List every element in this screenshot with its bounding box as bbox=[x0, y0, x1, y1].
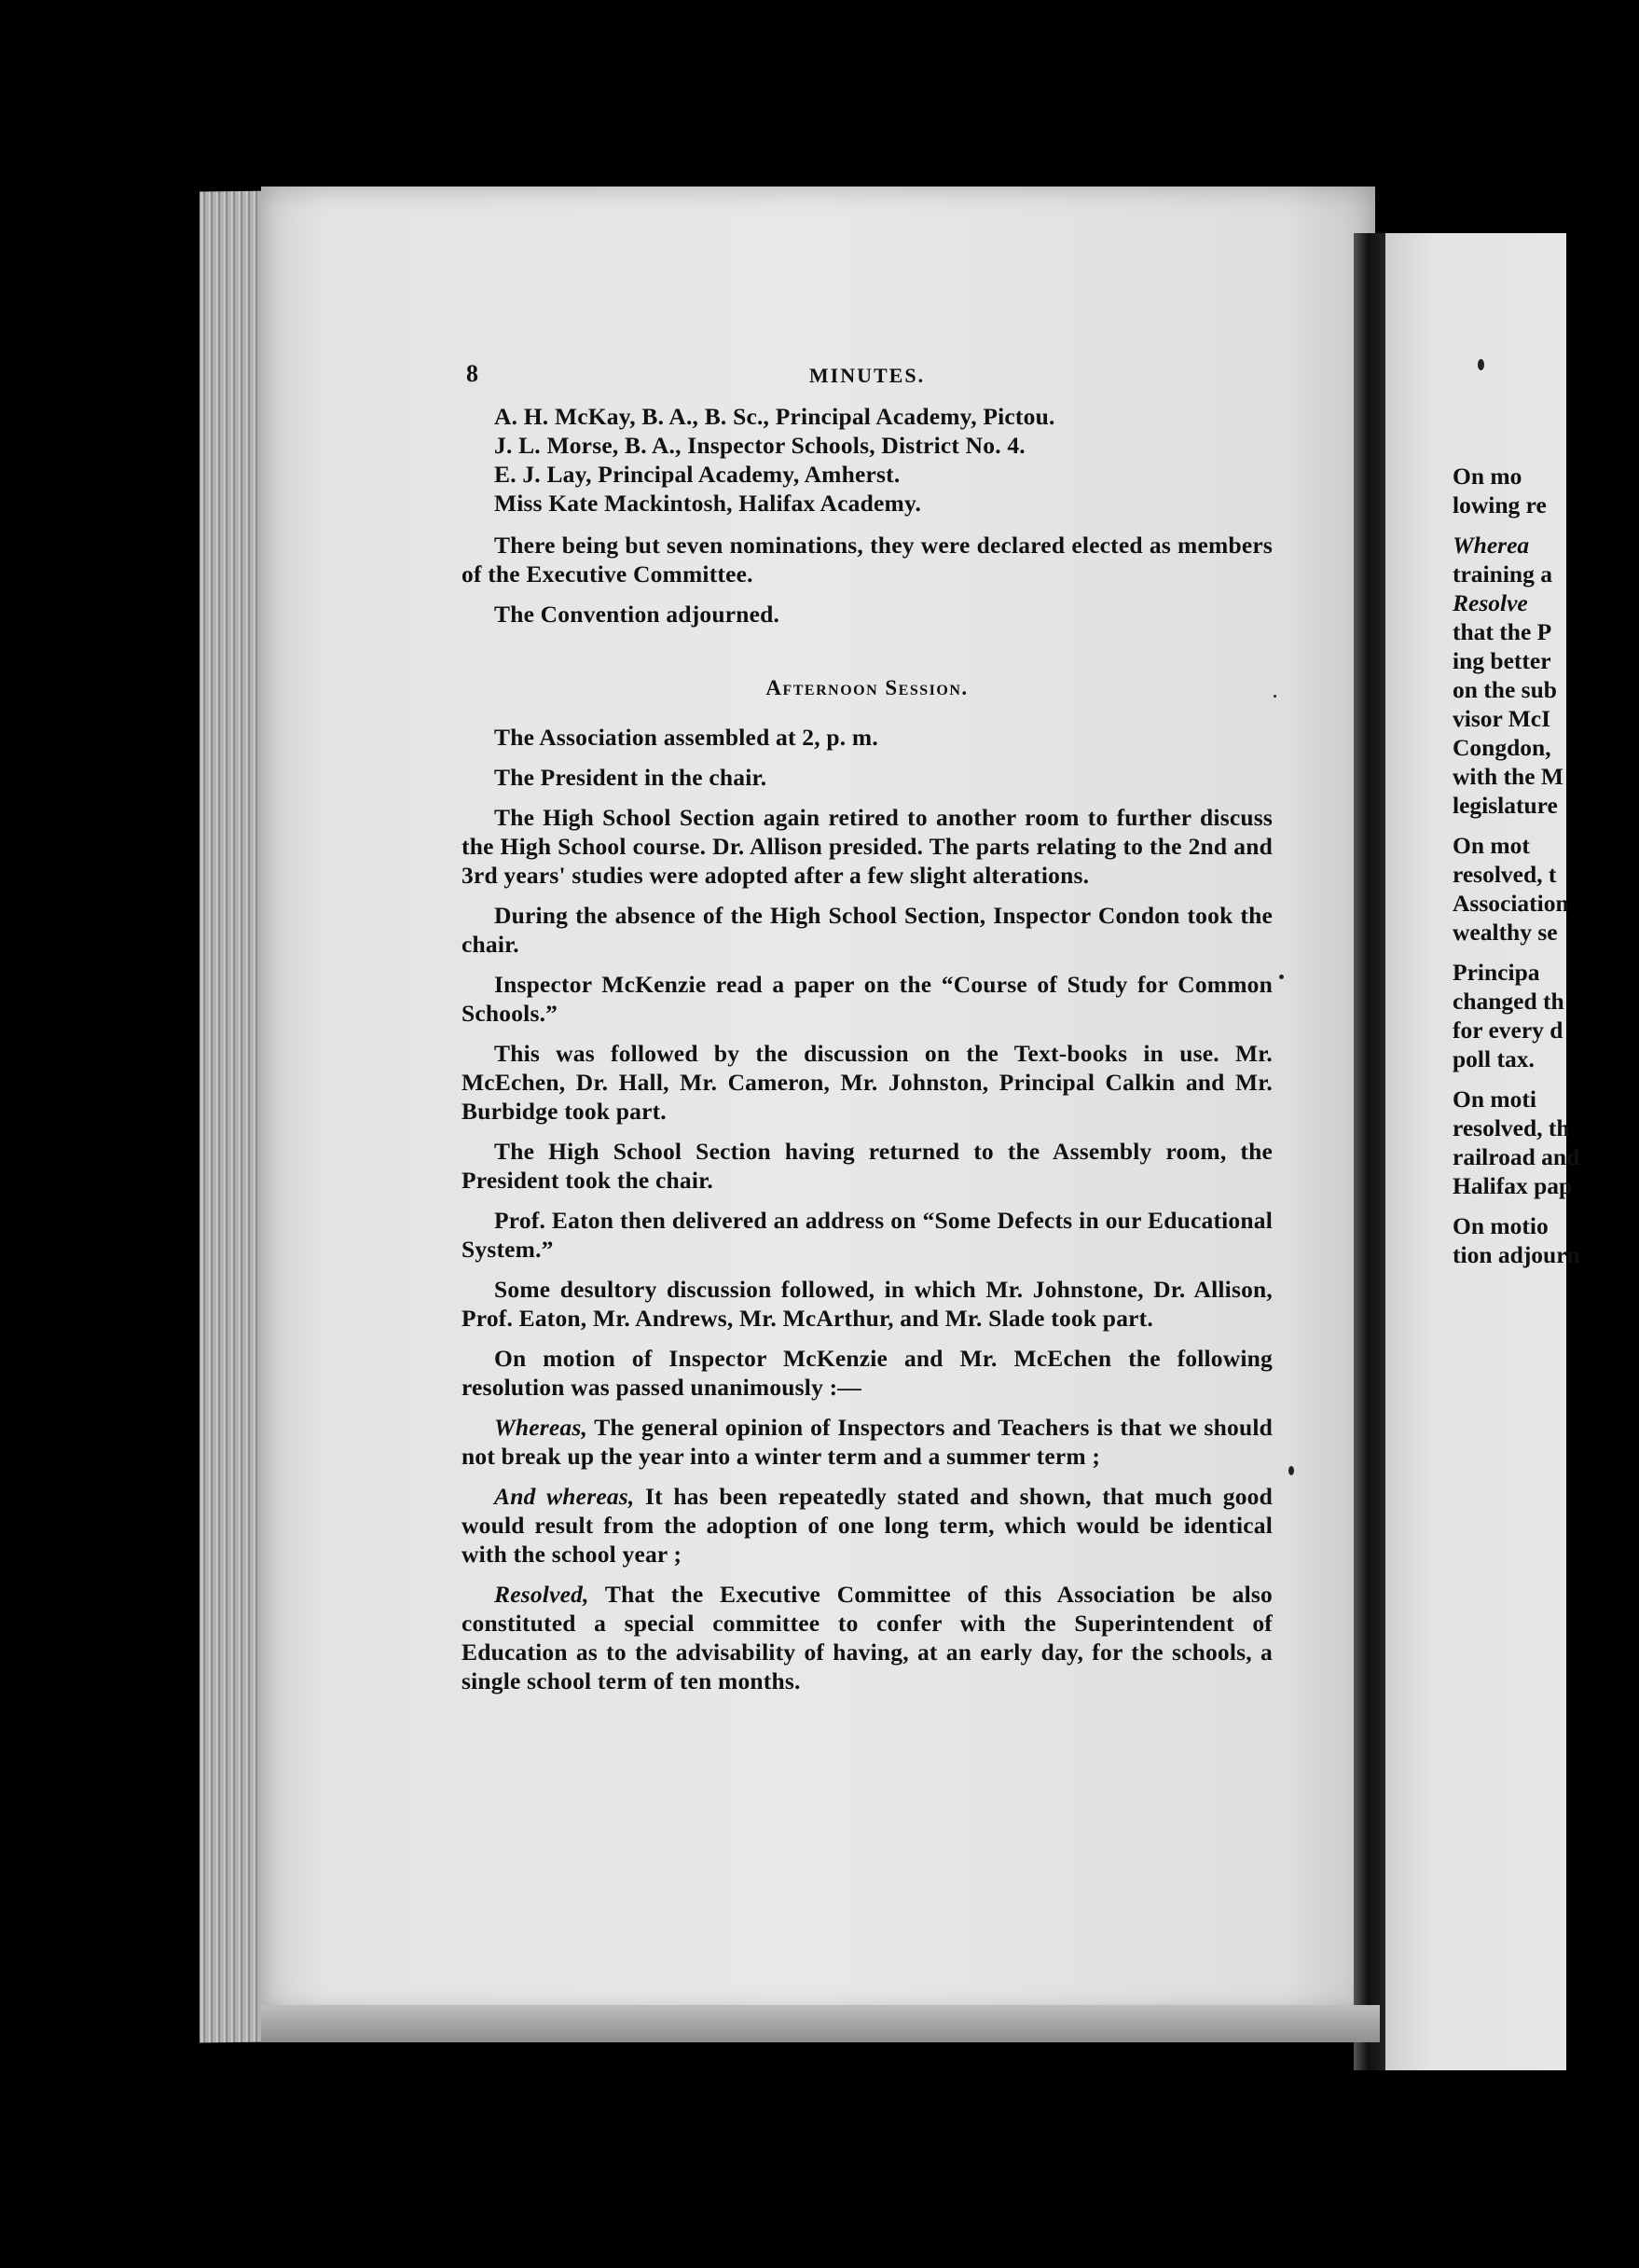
right-line: Association bbox=[1453, 890, 1569, 917]
right-line: wealthy se bbox=[1453, 919, 1558, 946]
paragraph: There being but seven nominations, they were declared elected as members of the Executive Committee. bbox=[461, 532, 1273, 588]
right-line: Resolve bbox=[1453, 589, 1528, 616]
right-line: Halifax pap bbox=[1453, 1172, 1573, 1199]
right-line: Wherea bbox=[1453, 532, 1530, 559]
paragraph: The Convention adjourned. bbox=[494, 601, 780, 628]
nomination-line: E. J. Lay, Principal Academy, Amherst. bbox=[494, 461, 901, 488]
resolution-clause bbox=[461, 1580, 1273, 1695]
right-line: training a bbox=[1453, 560, 1552, 588]
nomination-line: A. H. McKay, B. A., B. Sc., Principal Academy, Pictou. bbox=[494, 403, 1055, 430]
nomination-line: Miss Kate Mackintosh, Halifax Academy. bbox=[494, 490, 922, 517]
paragraph: Prof. Eaton then delivered an address on “Some Defects in our Educational System.” bbox=[461, 1207, 1273, 1263]
right-line: On mot bbox=[1453, 832, 1530, 859]
right-line: ing better bbox=[1453, 647, 1551, 674]
clause-lead: Resolved, bbox=[494, 1581, 589, 1608]
right-line: poll tax. bbox=[1453, 1045, 1535, 1072]
right-line: that the P bbox=[1453, 618, 1552, 645]
clause-text: That the Executive Committee of this Association be also constituted a special committee to confer with the Superintendent of Education as to the advisability of having, at an early day, for the schools, a single school term of ten months. bbox=[461, 1581, 1273, 1694]
right-line: legislature bbox=[1453, 792, 1558, 819]
right-line: On mo bbox=[1453, 463, 1522, 490]
paragraph: Some desultory discussion followed, in which Mr. Johnstone, Dr. Allison, Prof. Eaton, Mr. Andrews, Mr. McArthur, and Mr. Slade took part. bbox=[461, 1276, 1273, 1332]
right-line: On moti bbox=[1453, 1086, 1536, 1113]
paragraph: The High School Section again retired to another room to further discuss the High School course. Dr. Allison presided. The parts relating to the 2nd and 3rd years' studies were adopted after a few slight alterations. bbox=[461, 804, 1273, 889]
scan-speck bbox=[1274, 695, 1276, 698]
right-line: changed th bbox=[1453, 988, 1564, 1015]
right-line: resolved, th bbox=[1453, 1114, 1570, 1141]
paragraph: The President in the chair. bbox=[494, 764, 767, 791]
clause-text: The general opinion of Inspectors and Teachers is that we should not break up the year into a winter term and a summer term ; bbox=[461, 1414, 1273, 1470]
right-page-text bbox=[1453, 462, 1639, 1269]
right-line: lowing re bbox=[1453, 491, 1547, 519]
session-heading: Afternoon Session. bbox=[765, 676, 969, 699]
right-line: tion adjourn bbox=[1453, 1241, 1580, 1268]
resolution-clause bbox=[461, 1413, 1273, 1471]
paragraph: On motion of Inspector McKenzie and Mr. McEchen the following resolution was passed unanimously :— bbox=[461, 1345, 1273, 1401]
right-line: resolved, t bbox=[1453, 861, 1557, 888]
book-gutter bbox=[1354, 233, 1385, 2070]
right-line: visor McI bbox=[1453, 705, 1551, 732]
paragraph: The Association assembled at 2, p. m. bbox=[494, 724, 878, 751]
paragraph: Inspector McKenzie read a paper on the “Course of Study for Common Schools.” bbox=[461, 971, 1273, 1027]
right-line: Principa bbox=[1453, 959, 1540, 986]
paragraph: During the absence of the High School Section, Inspector Condon took the chair. bbox=[461, 902, 1273, 958]
running-head: MINUTES. bbox=[808, 364, 926, 387]
right-line: with the M bbox=[1453, 763, 1563, 790]
clause-text: It has been repeatedly stated and shown, that much good would result from the adoption of one long term, which would be identical with the school year ; bbox=[461, 1483, 1273, 1568]
page-number: 8 bbox=[466, 360, 479, 387]
right-line: on the sub bbox=[1453, 676, 1557, 703]
clause-lead: And whereas, bbox=[494, 1483, 635, 1510]
right-line: On motio bbox=[1453, 1212, 1549, 1239]
page-bottom-edge bbox=[261, 2005, 1380, 2042]
paragraph: The High School Section having returned to the Assembly room, the President took the chair. bbox=[461, 1138, 1273, 1194]
right-line: Congdon, bbox=[1453, 734, 1551, 761]
right-line: railroad and bbox=[1453, 1143, 1580, 1170]
page-header bbox=[461, 359, 1273, 396]
resolution-clause bbox=[461, 1482, 1273, 1569]
clause-lead: Whereas, bbox=[494, 1414, 588, 1441]
scan-speck bbox=[1288, 1466, 1294, 1475]
nomination-line: J. L. Morse, B. A., Inspector Schools, District No. 4. bbox=[494, 432, 1026, 459]
left-page-text bbox=[461, 359, 1273, 1707]
scan-speck bbox=[1478, 359, 1484, 370]
right-line: for every d bbox=[1453, 1016, 1563, 1044]
scan-speck bbox=[1279, 975, 1284, 979]
paragraph: This was followed by the discussion on the Text-books in use. Mr. McEchen, Dr. Hall, Mr. Cameron, Mr. Johnston, Principal Calkin and Mr. Burbidge took part. bbox=[461, 1040, 1273, 1125]
